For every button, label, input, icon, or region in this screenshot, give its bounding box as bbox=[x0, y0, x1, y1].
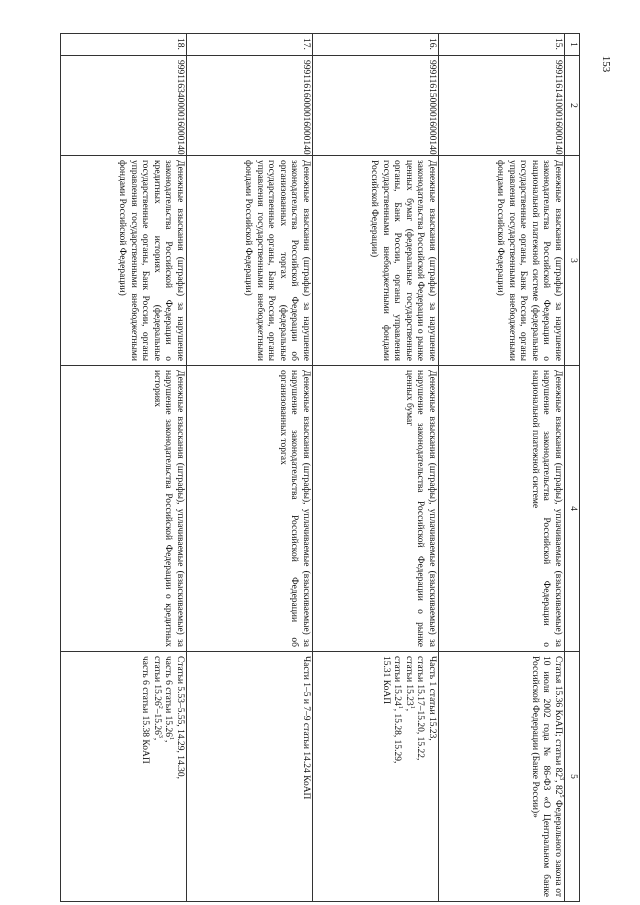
budget-code: 99911616000016000140 bbox=[187, 56, 313, 156]
table-row bbox=[439, 34, 565, 902]
income-name: Денежные взыскания (штрафы) за нарушение законодательства Российской Федерации о рынке ценных бумаг (федеральные государственные органы, Банк России, органы управления государственными внебюджетными фондами Российской Федерации) bbox=[313, 156, 439, 366]
table-row bbox=[313, 34, 439, 902]
row-number: 17. bbox=[187, 34, 313, 56]
legal-basis-text: статьи 15.17–15.20, 15.22, bbox=[415, 656, 426, 761]
header-col-1: 1 bbox=[565, 34, 580, 56]
income-description: Денежные взыскания (штрафы), уплачиваемые (взыскиваемые) за нарушение законодательства Российской Федерации об организованных торгах bbox=[187, 366, 313, 652]
superscript: 1 bbox=[409, 705, 415, 709]
legal-basis-text: Статьи 5.53–5.55, 14.29, 14.30, bbox=[175, 656, 185, 780]
legal-basis-text: , 15.28, 15.29, bbox=[392, 708, 403, 764]
superscript: 2 bbox=[157, 705, 163, 709]
header-col-5: 5 bbox=[565, 652, 580, 902]
legal-basis bbox=[439, 652, 565, 902]
superscript: 5 bbox=[558, 794, 565, 798]
superscript: 3 bbox=[558, 777, 565, 781]
income-name: Денежные взыскания (штрафы) за нарушение законодательства Российской Федерации о кредитных историях (федеральные государственные органы, Банк России, органы управления государственными внебюджетными фондами Российской Федерации) bbox=[61, 156, 187, 366]
budget-code: 99911614100016000140 bbox=[439, 56, 565, 156]
legal-basis: Статьи 5.53–5.55, 14.29, 14.30, часть 6 статьи 15.26$^1$, статьи 15.26$^2$–15.26$^3$, часть 6 статьи 15.38 КоАП bbox=[61, 652, 187, 902]
income-name: Денежные взыскания (штрафы) за нарушение законодательства Российской Федерации об организованных торгах (федеральные государственные органы, Банк России, органы управления государственными внебюджетными фондами Российской Федерации) bbox=[187, 156, 313, 366]
legal-basis-text: часть 6 статьи 15.38 КоАП bbox=[140, 656, 151, 764]
header-col-3: 3 bbox=[565, 156, 580, 366]
header-col-4: 4 bbox=[565, 366, 580, 652]
row-number: 18. bbox=[61, 34, 187, 56]
legal-basis: Часть 1 статьи 15.23, статьи 15.17–15.20, 15.22, статьи 15.23$^1$, статьи 15.24$^1$, 15.28, 15.29, 15.31 КоАП bbox=[313, 652, 439, 902]
superscript: 1 bbox=[168, 736, 175, 740]
income-name: Денежные взыскания (штрафы) за нарушение законодательства Российской Федерации о национальной платежной системе (федеральные государственные органы, Банк России, органы управления государственными внебюджетными фондами Российской Федерации) bbox=[439, 156, 565, 366]
income-description: Денежные взыскания (штрафы), уплачиваемые (взыскиваемые) за нарушение законодательства Российской Федерации о рынке ценных бумаг bbox=[313, 366, 439, 652]
legal-basis-text: , 82 bbox=[553, 780, 563, 795]
legal-basis-text: Федерального закона от 10 июля 2002 года № 86-ФЗ «О Центральном банке Российской Федерации (Банке России)» bbox=[529, 656, 563, 897]
budget-codes-table bbox=[60, 33, 580, 902]
legal-basis-text: часть 6 статьи 15.26 bbox=[163, 656, 174, 737]
table-row bbox=[61, 34, 187, 902]
header-row bbox=[565, 34, 580, 902]
page-number: 153 bbox=[600, 55, 612, 73]
budget-code: 99911615000016000140 bbox=[313, 56, 439, 156]
legal-basis-text: статьи 15.23 bbox=[403, 656, 414, 706]
row-number: 15. bbox=[439, 34, 565, 56]
superscript: 1 bbox=[397, 705, 404, 709]
income-description: Денежные взыскания (штрафы), уплачиваемые (взыскиваемые) за нарушение законодательства Российской Федерации о кредитных историях bbox=[61, 366, 187, 652]
legal-basis-text: 15.31 КоАП bbox=[380, 656, 391, 705]
superscript: 3 bbox=[157, 734, 163, 738]
legal-basis-text: статьи 15.24 bbox=[392, 656, 403, 706]
legal-basis-text: Часть 1 статьи 15.23, bbox=[427, 656, 437, 741]
legal-basis: Части 1–5 и 7–9 статьи 14.24 КоАП bbox=[187, 652, 313, 902]
legal-basis-text: Статья 15.36 КоАП; статьи 82 bbox=[553, 656, 563, 778]
header-col-2: 2 bbox=[565, 56, 580, 156]
income-description: Денежные взыскания (штрафы), уплачиваемые (взыскиваемые) за нарушение законодательства Российской Федерации о национальной платежной системе bbox=[439, 366, 565, 652]
legal-basis-text: –15.26 bbox=[151, 708, 162, 735]
rotated-table-wrapper bbox=[60, 33, 580, 901]
legal-basis-text: статьи 15.26 bbox=[151, 656, 162, 706]
table-row bbox=[187, 34, 313, 902]
row-number: 16. bbox=[313, 34, 439, 56]
budget-code: 99911634000016000140 bbox=[61, 56, 187, 156]
